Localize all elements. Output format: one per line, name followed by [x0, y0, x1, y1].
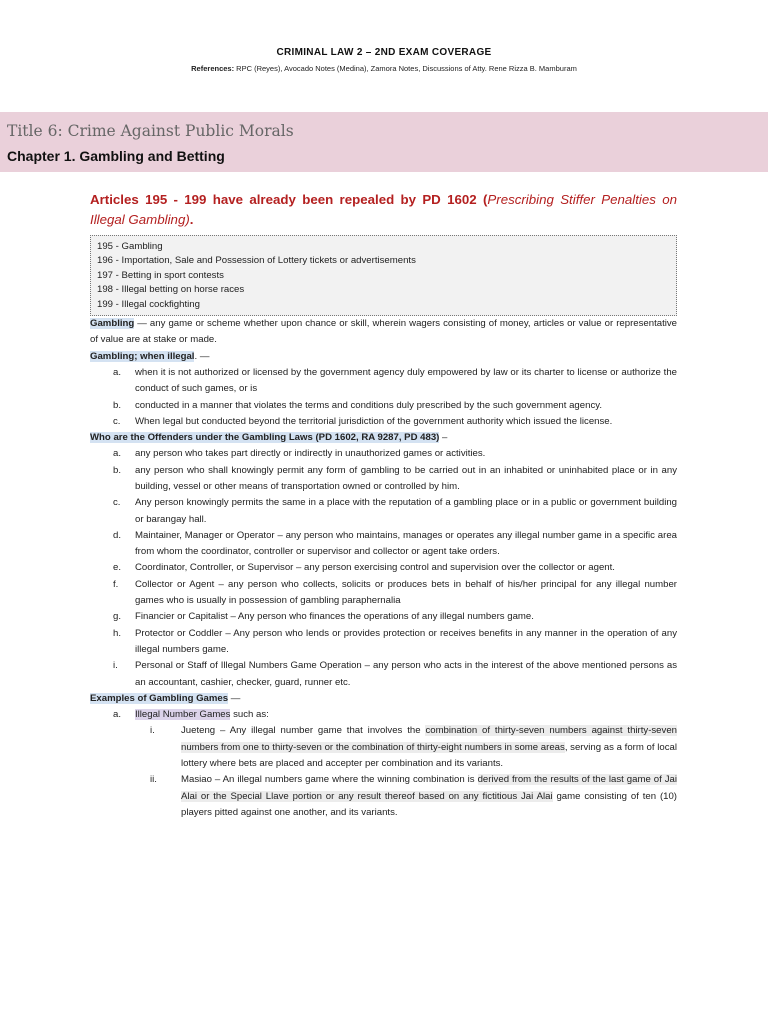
illegal-heading	[90, 349, 677, 365]
examples-term: Examples of Gambling Games	[90, 692, 229, 704]
list-marker: f.	[113, 578, 119, 590]
repeal-italic: Prescribing Stiffer Penalties on Illegal Gambling)	[90, 192, 677, 227]
chapter-heading: Chapter 1. Gambling and Betting	[7, 148, 225, 164]
list-marker: a.	[113, 448, 122, 460]
references-text: RPC (Reyes), Avocado Notes (Medina), Zamora Notes, Discussions of Atty. Rene Rizza B. Mamburam	[234, 64, 577, 73]
illegal-number-games-term: Illegal Number Games	[135, 709, 231, 721]
offenders-list	[90, 446, 677, 690]
gambling-definition	[90, 316, 677, 349]
list-text: Any person knowingly permits the same in a place with the reputation of a gambling place or in a public or government building or barangay hall.	[135, 497, 677, 525]
list-text: Protector or Coddler – Any person who lends or provides protection or receives benefits in any manner in the operation of any illegal numbers game.	[135, 627, 677, 655]
list-text: , serving as a form of local lottery where bets are placed and accepter per combination and its variants.	[181, 741, 677, 770]
offenders-suffix: –	[439, 432, 448, 444]
list-marker: b.	[113, 399, 122, 411]
list-text: any person who shall knowingly permit any form of gambling to be carried out in an inhabited or uninhabited place or in any building, vessel or other means of transportation owned or controlled by him.	[135, 464, 677, 492]
offenders-term: Who are the Offenders under the Gambling Laws (PD 1602, RA 9287, PD 483)	[90, 432, 440, 444]
offenders-heading	[90, 430, 677, 446]
references-label: References:	[191, 64, 235, 73]
list-marker: c.	[113, 415, 121, 427]
illegal-suffix: . —	[194, 350, 210, 362]
list-text: such as:	[230, 709, 269, 721]
repeal-text: Articles 195 - 199 have already been repealed by PD 1602 (	[90, 192, 488, 207]
list-item	[90, 528, 677, 561]
repeal-notice	[90, 190, 677, 230]
list-text: when it is not authorized or licensed by the government agency duly empowered by law or its charter to license or authorize the conduct of such games, or is	[135, 366, 677, 395]
list-marker: ii.	[150, 774, 157, 786]
references-line	[0, 64, 768, 73]
list-item	[90, 414, 677, 430]
title-heading: Title 6: Crime Against Public Morals	[7, 122, 294, 140]
article-item: 198 - Illegal betting on horse races	[97, 284, 245, 296]
list-item	[90, 398, 677, 414]
list-text: When legal but conducted beyond the territorial jurisdiction of the government authority which issued the license.	[135, 415, 613, 427]
list-text: conducted in a manner that violates the terms and conditions duly prescribed by the such government agency.	[135, 399, 602, 411]
list-text: Collector or Agent – any person who collects, solicits or produces bets in behalf of his/her principal for any illegal number games who is usually in possession of gambling paraphernalia	[135, 578, 677, 607]
repeal-end: .	[189, 212, 194, 227]
list-marker: b.	[113, 464, 122, 476]
article-item: 195 - Gambling	[97, 241, 163, 252]
examples-heading	[90, 691, 677, 707]
list-item	[90, 365, 677, 398]
list-marker: a.	[113, 366, 122, 378]
list-item	[90, 560, 677, 576]
list-text: any person who takes part directly or indirectly in unauthorized games or activities.	[135, 448, 486, 460]
list-marker: d.	[113, 529, 122, 541]
list-item	[90, 772, 677, 821]
list-item	[90, 723, 677, 772]
list-text: Coordinator, Controller, or Supervisor – any person exercising control and supervision over the collector or agent.	[135, 562, 615, 574]
illegal-list	[90, 365, 677, 430]
number-games-list	[90, 723, 677, 821]
examples-list	[90, 707, 677, 723]
list-item	[90, 707, 677, 723]
list-marker: i.	[150, 725, 155, 737]
list-marker: g.	[113, 611, 122, 623]
list-item	[90, 658, 677, 691]
highlighted-text: derived from the results of the last game of Jai Alai or the Special Llave portion or any result thereof based on any fictitious Jai Alai	[181, 774, 677, 802]
list-item	[90, 495, 677, 528]
list-item	[90, 609, 677, 625]
list-marker: e.	[113, 562, 122, 574]
document-title: CRIMINAL LAW 2 – 2ND EXAM COVERAGE	[276, 47, 492, 58]
list-item	[90, 577, 677, 610]
list-item	[90, 446, 677, 462]
list-text: game consisting of ten (10) players pitted against one another, and its variants.	[181, 790, 678, 818]
list-marker: a.	[113, 709, 122, 721]
highlighted-text: combination of thirty-seven numbers against thirty-seven numbers from one to thirty-seven or the combination of thirty-eight numbers in some areas	[181, 725, 677, 753]
list-text: Maintainer, Manager or Operator – any person who maintains, manages or operates any illegal number game in a specific area from whom the coordinator, controller or supervisor and collector or agent take orders.	[135, 529, 677, 558]
illegal-term: Gambling; when illegal	[90, 350, 195, 362]
examples-suffix: —	[228, 692, 241, 704]
article-item: 196 - Importation, Sale and Possession of Lottery tickets or advertisements	[97, 255, 416, 267]
article-item: 199 - Illegal cockfighting	[97, 298, 200, 310]
list-item	[90, 626, 677, 659]
article-item: 197 - Betting in sport contests	[97, 269, 224, 281]
list-marker: c.	[113, 497, 121, 509]
document-header	[0, 0, 768, 73]
list-text: Financier or Capitalist – Any person who finances the operations of any illegal numbers game.	[135, 611, 534, 623]
list-text: Jueteng – Any illegal number game that involves the	[181, 725, 426, 737]
list-marker: i.	[113, 660, 118, 672]
gambling-term: Gambling	[90, 318, 135, 330]
gambling-text: — any game or scheme whether upon chance or skill, wherein wagers consisting of money, articles or value or representative of value are at stake or made.	[90, 318, 677, 346]
list-marker: h.	[113, 627, 122, 639]
list-text: Personal or Staff of Illegal Numbers Game Operation – any person who acts in the interest of the above mentioned persons as an accountant, cashier, checker, guard, runner etc.	[135, 660, 677, 688]
document-body	[90, 190, 677, 821]
list-item	[90, 463, 677, 496]
title-banner	[0, 112, 768, 172]
articles-box	[90, 235, 677, 316]
list-text: Masiao – An illegal numbers game where the winning combination is	[181, 774, 478, 786]
